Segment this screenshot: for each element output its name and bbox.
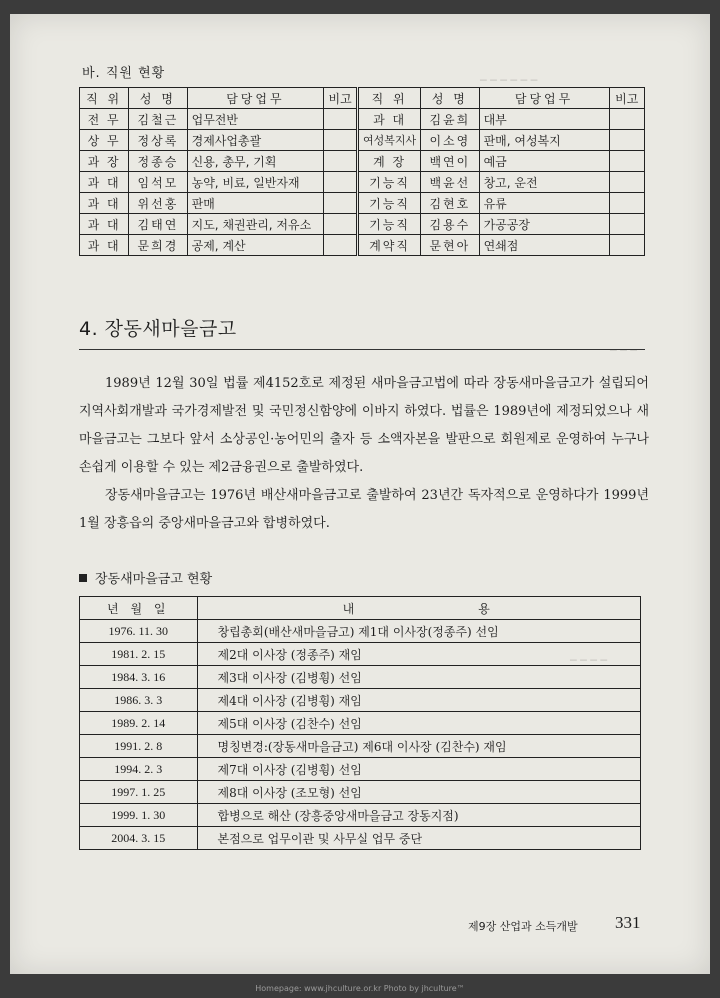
duty-cell: 유류	[479, 193, 609, 214]
body-paragraph: 장동새마을금고는 1976년 배산새마을금고로 출발하여 23년간 독자적으로 운영하다가 1999년 1월 장흥읍의 중앙새마을금고와 합병하였다.	[79, 488, 649, 531]
content-cell: 제7대 이사장 (김병휭) 선임	[197, 758, 641, 781]
name-cell: 김윤희	[421, 109, 479, 130]
date-cell: 1991. 2. 8	[80, 735, 198, 758]
duty-cell: 농약, 비료, 일반자재	[187, 172, 324, 193]
table-row	[80, 666, 641, 689]
duty-cell: 판매	[187, 193, 324, 214]
table-row	[80, 214, 645, 235]
header-cell: 용	[418, 597, 640, 620]
bleed-through-text: ─ ─ ─ ─ ─ ─	[480, 74, 538, 87]
note-cell	[324, 130, 358, 151]
date-cell: 1981. 2. 15	[80, 643, 198, 666]
table-row	[80, 712, 641, 735]
duty-cell: 업무전반	[187, 109, 324, 130]
note-cell	[609, 172, 644, 193]
section-heading: 4. 장동새마을금고	[79, 318, 237, 340]
name-cell: 김태연	[129, 214, 187, 235]
position-cell: 과 장	[80, 151, 129, 172]
position-cell: 계약직	[358, 235, 421, 256]
date-cell: 1984. 3. 16	[80, 666, 198, 689]
name-cell: 임석모	[129, 172, 187, 193]
date-cell: 1999. 1. 30	[80, 804, 198, 827]
position-cell: 과 대	[80, 214, 129, 235]
header-cell: 성 명	[129, 88, 187, 109]
table-row	[80, 689, 641, 712]
note-cell	[324, 151, 358, 172]
photo-credit-caption: Homepage: www.jhculture.or.kr Photo by jhculture™	[255, 984, 465, 993]
content-cell: 명칭변경:(장동새마을금고) 제6대 이사장 (김찬수) 재임	[197, 735, 641, 758]
bleed-through-text: ─ ─ ─	[610, 344, 637, 357]
name-cell: 문현아	[421, 235, 479, 256]
table-row	[80, 804, 641, 827]
name-cell: 위선홍	[129, 193, 187, 214]
header-cell: 비고	[324, 88, 358, 109]
table-row	[80, 130, 645, 151]
content-cell: 제5대 이사장 (김찬수) 선임	[197, 712, 641, 735]
date-cell: 1986. 3. 3	[80, 689, 198, 712]
content-cell: 제8대 이사장 (조모형) 선임	[197, 781, 641, 804]
duty-cell: 공제, 계산	[187, 235, 324, 256]
content-cell: 제4대 이사장 (김병휭) 재임	[197, 689, 641, 712]
note-cell	[609, 235, 644, 256]
content-cell: 본점으로 업무이관 및 사무실 업무 중단	[197, 827, 641, 850]
table-row	[80, 193, 645, 214]
header-cell: 성 명	[421, 88, 479, 109]
date-cell: 1989. 2. 14	[80, 712, 198, 735]
page-number: 331	[615, 913, 641, 932]
table-row	[80, 235, 645, 256]
date-cell: 1997. 1. 25	[80, 781, 198, 804]
note-cell	[324, 235, 358, 256]
note-cell	[324, 193, 358, 214]
duty-cell: 창고, 운전	[479, 172, 609, 193]
position-cell: 기능직	[358, 193, 421, 214]
bleed-through-text: ─ ─ ─ ─	[570, 654, 607, 667]
duty-cell: 대부	[479, 109, 609, 130]
header-cell: 담당업무	[479, 88, 609, 109]
note-cell	[609, 151, 644, 172]
position-cell: 상 무	[80, 130, 129, 151]
subheading-text: 장동새마을금고 현황	[95, 572, 213, 587]
content-cell: 제3대 이사장 (김병휭) 선임	[197, 666, 641, 689]
note-cell	[609, 109, 644, 130]
duty-cell: 연쇄점	[479, 235, 609, 256]
header-cell: 직 위	[80, 88, 129, 109]
history-table	[79, 596, 641, 850]
position-cell: 전 무	[80, 109, 129, 130]
body-paragraph: 1989년 12월 30일 법률 제4152호로 제정된 새마을금고법에 따라 장동새마을금고가 설립되어 지역사회개발과 국가경제발전 및 국민정신함양에 이바지 하였다. 법률은 1989년에 제정되었으나 새마을금고는 그보다 앞서 소상공인·농어민의 출자 등 소액자본을 발판으로 회원제로 운영하여 누구나 손쉽게 이용할 수 있는 제2금융권으로 출발하였다.	[79, 376, 649, 475]
table-row	[80, 643, 641, 666]
position-cell: 계 장	[358, 151, 421, 172]
date-cell: 1976. 11. 30	[80, 620, 198, 643]
note-cell	[324, 109, 358, 130]
date-cell: 2004. 3. 15	[80, 827, 198, 850]
duty-cell: 경제사업총괄	[187, 130, 324, 151]
table-row	[80, 620, 641, 643]
duty-cell: 판매, 여성복지	[479, 130, 609, 151]
duty-cell: 예금	[479, 151, 609, 172]
note-cell	[324, 214, 358, 235]
subheading	[79, 568, 212, 587]
history-table-header	[80, 597, 641, 620]
position-cell: 여성복지사	[358, 130, 421, 151]
footer-chapter-title: 제9장 산업과 소득개발	[468, 920, 578, 933]
content-cell: 합병으로 해산 (장흥중앙새마을금고 장동지점)	[197, 804, 641, 827]
name-cell: 정상록	[129, 130, 187, 151]
header-cell: 내	[197, 597, 418, 620]
table-row	[80, 109, 645, 130]
duty-cell: 지도, 채권관리, 저유소	[187, 214, 324, 235]
name-cell: 이소영	[421, 130, 479, 151]
content-cell: 제2대 이사장 (정종주) 재임	[197, 643, 641, 666]
table-row	[80, 758, 641, 781]
position-cell: 과 대	[80, 172, 129, 193]
header-cell: 비고	[609, 88, 644, 109]
position-cell: 과 대	[80, 235, 129, 256]
name-cell: 정종승	[129, 151, 187, 172]
position-cell: 과 대	[80, 193, 129, 214]
note-cell	[609, 193, 644, 214]
name-cell: 백윤선	[421, 172, 479, 193]
name-cell: 김현호	[421, 193, 479, 214]
header-cell: 담당업무	[187, 88, 324, 109]
table-row	[80, 151, 645, 172]
header-cell: 직 위	[358, 88, 421, 109]
table-row	[80, 735, 641, 758]
square-bullet-icon	[79, 574, 87, 582]
position-cell: 과 대	[358, 109, 421, 130]
table-row	[80, 172, 645, 193]
content-cell: 창립총회(배산새마을금고) 제1대 이사장(정종주) 선임	[197, 620, 641, 643]
duty-cell: 가공공장	[479, 214, 609, 235]
table-row	[80, 827, 641, 850]
position-cell: 기능직	[358, 172, 421, 193]
note-cell	[324, 172, 358, 193]
heading-divider	[79, 349, 645, 350]
staff-table-header	[80, 88, 645, 109]
table-row	[80, 781, 641, 804]
note-cell	[609, 214, 644, 235]
name-cell: 문희경	[129, 235, 187, 256]
name-cell: 김용수	[421, 214, 479, 235]
duty-cell: 신용, 총무, 기획	[187, 151, 324, 172]
name-cell: 백연이	[421, 151, 479, 172]
name-cell: 김철근	[129, 109, 187, 130]
staff-section-label: 바. 직원 현황	[82, 66, 166, 81]
staff-table	[79, 87, 645, 256]
position-cell: 기능직	[358, 214, 421, 235]
header-cell: 년 월 일	[80, 597, 198, 620]
date-cell: 1994. 2. 3	[80, 758, 198, 781]
note-cell	[609, 130, 644, 151]
